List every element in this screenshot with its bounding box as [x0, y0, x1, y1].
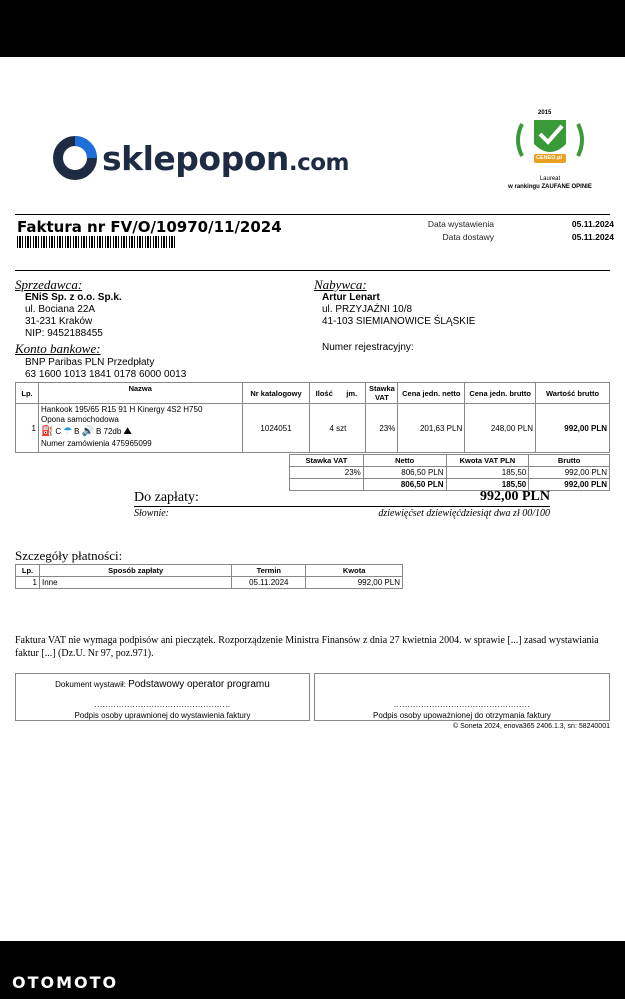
item-name: Hankook 195/65 R15 91 H Kinergy 4S2 H750 [40, 405, 203, 414]
header-rule [15, 214, 610, 215]
vat-total-gross: 992,00 PLN [529, 479, 610, 491]
issuer-caption: Podpis osoby uprawnionej do wystawienia faktury [74, 711, 251, 720]
seller-block [25, 292, 122, 340]
vat-amount: 185,50 [446, 467, 529, 479]
fuel-efficiency-icon: ⛽ [40, 426, 54, 437]
item-description [38, 404, 242, 453]
buyer-registration: Numer rejestracyjny: [322, 342, 414, 353]
seller-heading: Sprzedawca: [15, 277, 83, 292]
vat-rate: 23% [290, 467, 364, 479]
item-gross: 248,00 PLN [465, 404, 536, 453]
item-total: 992,00 PLN [536, 404, 610, 453]
sklepopon-logo [52, 135, 349, 181]
item-catalog: 1024051 [242, 404, 310, 453]
wet-grip-class: B [74, 427, 80, 436]
issue-date-value: 05.11.2024 [571, 219, 614, 229]
vat-col-amount: Kwota VAT PLN [446, 455, 529, 467]
otomoto-logo: OTOMOTO [12, 973, 119, 992]
buyer-block [322, 292, 475, 328]
words-label: Słownie: [134, 508, 169, 519]
issuer-label: Dokument wystawił: [55, 680, 126, 689]
col-catalog: Nr katalogowy [242, 383, 310, 404]
col-gross: Cena jedn. brutto [465, 383, 536, 404]
table-row [290, 467, 610, 479]
issuer-value: Podstawowy operator programu [128, 679, 270, 690]
bank-name: BNP Paribas PLN Przedpłaty [25, 357, 155, 368]
legal-note: Faktura VAT nie wymaga podpisów ani pieczątek. Rozporządzenie Ministra Finansów z dnia 27 kwietnia 2004. w sprawie [...] zasad wystawiania faktur [...] (Dz.U. Nr 97, poz.971). [15, 635, 599, 659]
buyer-heading: Nabywca: [314, 277, 367, 292]
receiver-dots: .................................................. [393, 700, 531, 709]
parties-rule [15, 270, 610, 271]
col-total: Wartość brutto [536, 383, 610, 404]
table-row [16, 404, 610, 453]
col-lp: Lp. [16, 383, 39, 404]
words-value: dziewięćset dziewięćdziesiąt dwa zł 00/100 [378, 508, 550, 519]
bank-heading: Konto bankowe: [15, 341, 101, 356]
badge-line2: w rankingu ZAUFANE OPINIE [508, 184, 592, 190]
col-unit: jm. [338, 383, 366, 404]
item-lp: 1 [16, 404, 39, 453]
pay-term: 05.11.2024 [232, 577, 306, 589]
snow-mountain-icon: ⛰ [123, 426, 132, 437]
eu-tyre-label [41, 425, 240, 439]
bank-block [25, 357, 186, 381]
badge-year: 2015 [538, 110, 552, 116]
item-type: Opona samochodowa [40, 415, 119, 424]
pay-col-method: Sposób zapłaty [39, 565, 231, 577]
fuel-class: C [55, 427, 62, 436]
logo-main-text: sklepopon [102, 138, 289, 178]
receiver-caption: Podpis osoby upoważnionej do otrzymania faktury [373, 711, 551, 720]
buyer-street: ul. PRZYJAŹNI 10/8 [322, 304, 413, 315]
delivery-date-value: 05.11.2024 [571, 232, 614, 242]
noise-class: B 72db [95, 427, 122, 436]
pay-col-lp: Lp. [16, 565, 40, 577]
buyer-city: 41-103 SIEMIANOWICE ŚLĄSKIE [322, 316, 476, 327]
logo-ring-icon [52, 135, 98, 181]
vat-col-gross: Brutto [529, 455, 610, 467]
table-row [16, 577, 403, 589]
delivery-date-label: Data dostawy [442, 232, 494, 242]
vat-net: 806,50 PLN [363, 467, 446, 479]
amount-due-label: Do zapłaty: [134, 490, 199, 505]
vat-total-net: 806,50 PLN [363, 479, 446, 491]
issuer-line [16, 679, 309, 690]
pay-amount: 992,00 PLN [306, 577, 403, 589]
buyer-name: Artur Lenart [322, 292, 380, 303]
wet-grip-icon: ☂ [63, 426, 73, 437]
payment-heading: Szczegóły płatności: [15, 548, 123, 563]
amount-due-rule [134, 506, 550, 507]
item-order-number: Numer zamówienia 475965099 [40, 439, 152, 448]
items-table [15, 382, 610, 453]
bank-account: 63 1600 1013 1841 0178 6000 0013 [25, 369, 187, 380]
invoice-dates [420, 217, 616, 245]
col-qty: Ilość [310, 383, 338, 404]
noise-icon: 🔊 [81, 426, 94, 437]
item-qty: 4 szt [310, 404, 366, 453]
pay-lp: 1 [16, 577, 40, 589]
table-row [290, 479, 610, 491]
item-net: 201,63 PLN [398, 404, 465, 453]
ceneo-award-badge [508, 110, 592, 195]
seller-city: 31-231 Kraków [25, 316, 93, 327]
vat-col-net: Netto [363, 455, 446, 467]
vat-total-empty [290, 479, 364, 491]
issuer-dots: .................................................. [94, 700, 231, 709]
logo-suffix-text: .com [288, 149, 350, 176]
receiver-signature-box [314, 673, 610, 721]
issue-date-label: Data wystawienia [427, 219, 494, 229]
col-name: Nazwa [38, 383, 242, 404]
vat-col-rate: Stawka VAT [290, 455, 364, 467]
payment-table [15, 564, 403, 589]
issuer-signature-box [15, 673, 310, 721]
invoice-title: Faktura nr FV/O/10970/11/2024 [17, 218, 282, 236]
col-vat: Stawka VAT [366, 383, 398, 404]
seller-name: ENiS Sp. z o.o. Sp.k. [25, 292, 122, 303]
laurel-shield-icon [508, 110, 592, 170]
vat-gross: 992,00 PLN [529, 467, 610, 479]
vat-summary-table [289, 454, 610, 491]
col-net: Cena jedn. netto [398, 383, 465, 404]
pay-col-term: Termin [232, 565, 306, 577]
copyright-text: © Soneta 2024, enova365 2406.1.3, sn: 58240001 [453, 723, 610, 730]
amount-due-value: 992,00 PLN [480, 489, 550, 504]
badge-line1: Laureat [539, 176, 561, 182]
item-vat: 23% [366, 404, 398, 453]
barcode [17, 236, 175, 248]
pay-method: Inne [39, 577, 231, 589]
vat-total-amount: 185,50 [446, 479, 529, 491]
seller-nip: NIP: 9452188455 [25, 328, 103, 339]
seller-street: ul. Bociana 22A [25, 304, 96, 315]
pay-col-amount: Kwota [306, 565, 403, 577]
badge-label: CENEO.pl [536, 155, 562, 161]
